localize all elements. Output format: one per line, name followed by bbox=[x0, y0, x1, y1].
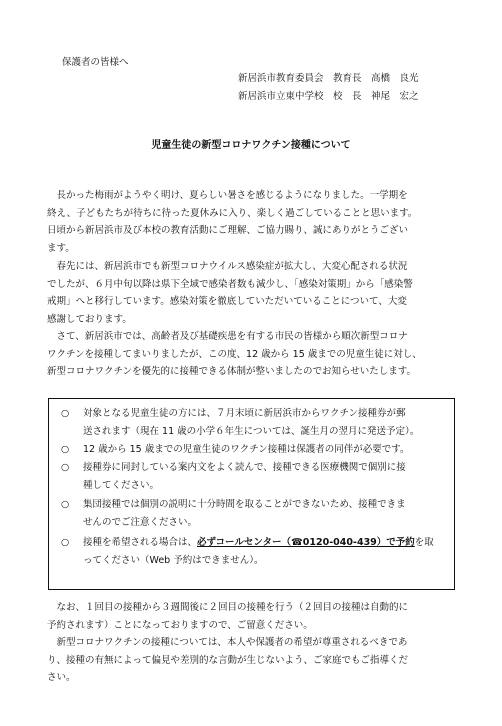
notice-line: 種してください。 bbox=[83, 480, 160, 491]
notice-line: 接種券に同封している案内文をよく読んで、接種できる医療機関で個別に接 bbox=[83, 462, 406, 473]
notice-line: せんのでご注意ください。 bbox=[83, 517, 198, 528]
paragraph-line: 戒期」へと移行しています。感染対策を徹底していただいていることについて、大変 bbox=[47, 296, 407, 307]
circle-bullet-icon: ○ bbox=[61, 444, 70, 455]
call-center-phone-link[interactable]: 必ずコールセンター（☎0120-040-439）で予約 bbox=[197, 537, 415, 548]
paragraph-line: さて、新居浜市では、高齢者及び基礎疾患を有する市民の皆様から順次新型コロナ bbox=[47, 331, 408, 342]
paragraph-discrimination bbox=[47, 634, 457, 687]
paragraph-line: ます。 bbox=[47, 242, 75, 254]
paragraph-greeting bbox=[47, 187, 457, 257]
notice-line: 12 歳から 15 歳までの児童生徒のワクチン接種は保護者の同伴が必要です。 bbox=[83, 444, 410, 455]
paragraph-line: 長かった梅雨がようやく明け、夏らしい暑さを感じるようになりました。一学期を bbox=[47, 190, 408, 201]
paragraph-situation bbox=[47, 258, 457, 328]
paragraph-line: 春先には、新居浜市でも新型コロナウイルス感染症が拡大し、大変心配される状況 bbox=[47, 261, 408, 272]
paragraph-line: り、接種の有無によって偏見や差別的な言動が生じないよう、ご家庭でもご指導くだ bbox=[47, 654, 409, 666]
paragraph-line: 日頃から新居浜市及び本校の教育活動にご理解、ご協力賜り、誠にありがとうござい bbox=[47, 225, 409, 236]
salutation: 保護者の皆様へ bbox=[62, 57, 129, 68]
circle-bullet-icon: ○ bbox=[61, 499, 70, 510]
notice-box bbox=[48, 398, 455, 590]
paragraph-line: 感謝しております。 bbox=[47, 313, 132, 325]
sender-school: 新居浜市立東中学校 校 長 神尾 宏之 bbox=[238, 91, 419, 102]
paragraph-line: でしたが、６月中旬以降は県下全域で感染者数も減少し、「感染対策期」から「感染警 bbox=[47, 278, 413, 290]
reservation-suffix: を取 bbox=[414, 537, 434, 548]
notice-line: 対象となる児童生徒の方には、７月末頃に新居浜市からワクチン接種券が郵 bbox=[83, 408, 406, 419]
circle-bullet-icon: ○ bbox=[61, 408, 70, 419]
paragraph-line: なお、１回目の接種から３週間後に２回目の接種を行う（２回目の接種は自動的に bbox=[47, 602, 409, 613]
document-title: 児童生徒の新型コロナワクチン接種について bbox=[151, 140, 351, 151]
notice-line: 集団接種では個別の説明に十分時間を取ることができないため、接種できま bbox=[83, 499, 406, 510]
circle-bullet-icon: ○ bbox=[61, 537, 70, 548]
paragraph-line: ワクチンを接種してまいりましたが、この度、12 歳から 15 歳までの児童生徒に対し、 bbox=[47, 348, 422, 360]
reservation-prefix: 接種を希望される場合は、 bbox=[83, 537, 198, 548]
paragraph-line: 新型コロナワクチンを優先的に接種できる体制が整いましたのでお知らせいたします。 bbox=[47, 366, 416, 377]
paragraph-line: 新型コロナワクチンの接種については、本人や保護者の希望が尊重されるべきであ bbox=[47, 637, 408, 648]
sender-board: 新居浜市教育委員会 教育長 高橋 良光 bbox=[238, 73, 419, 84]
circle-bullet-icon: ○ bbox=[61, 462, 70, 473]
notice-line: ってください（Web 予約はできません）。 bbox=[83, 555, 264, 566]
paragraph-second-dose bbox=[47, 599, 457, 634]
paragraph-announcement bbox=[47, 328, 457, 381]
notice-line: 送されます（現在 11 歳の小学６年生については、誕生月の翌月に発送予定）。 bbox=[83, 426, 420, 437]
paragraph-line: 予約されます）ことになっておりますので、ご留意ください。 bbox=[47, 619, 313, 631]
paragraph-line: さい。 bbox=[47, 672, 76, 683]
paragraph-line: 終え、子どもたちが待ちに待った夏休みに入り、楽しく過ごしていることと思います。 bbox=[47, 207, 418, 219]
